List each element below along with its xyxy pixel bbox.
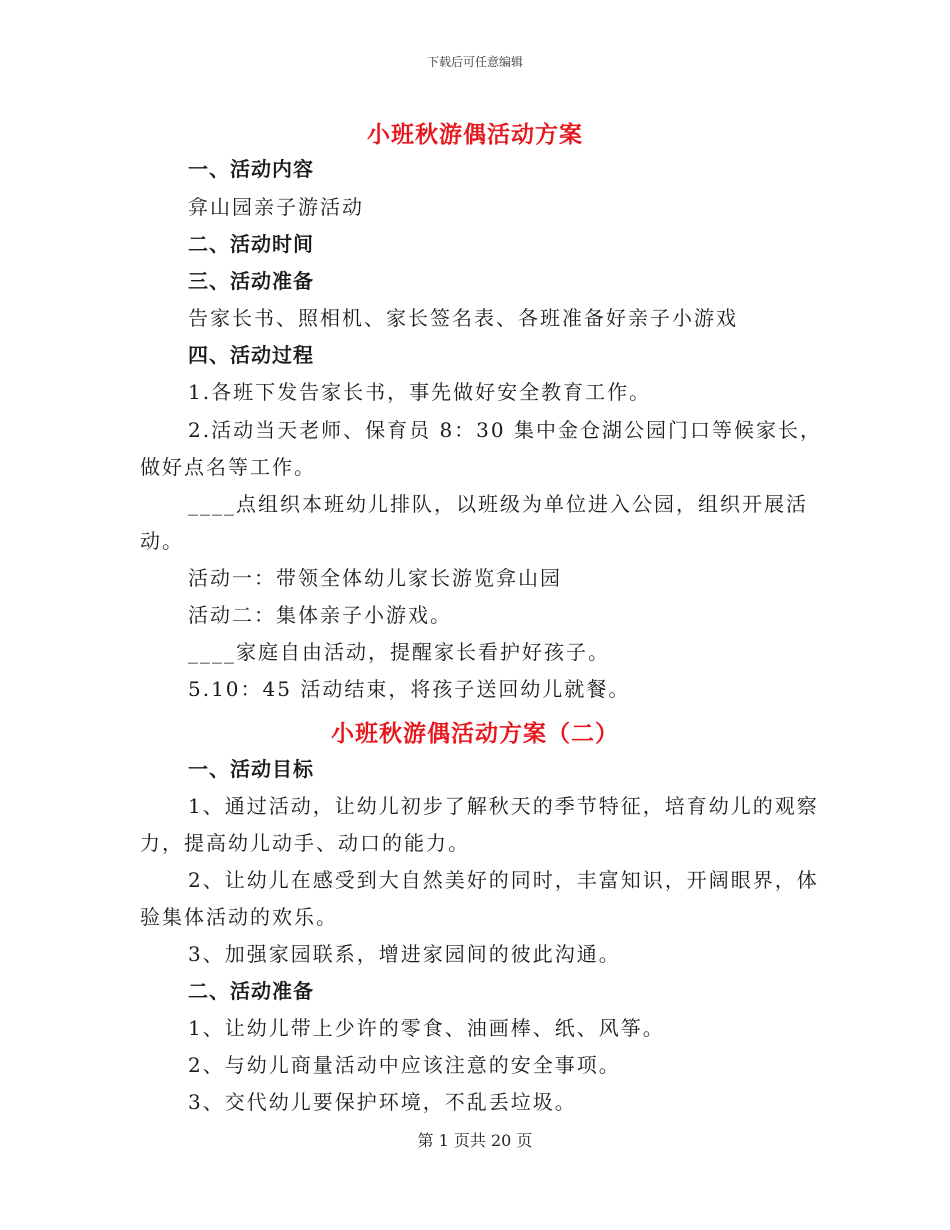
prep-item: 1、让幼儿带上少许的零食、油画棒、纸、风筝。 — [188, 1016, 665, 1040]
section-heading-process: 四、活动过程 — [188, 343, 314, 367]
process-item: ____家庭自由活动，提醒家长看护好孩子。 — [188, 640, 610, 664]
process-item: 5.10：45 活动结束，将孩子送回幼儿就餐。 — [188, 677, 631, 701]
process-item-continued: 动。 — [140, 529, 184, 553]
doc-title-2: 小班秋游偶活动方案（二） — [331, 720, 619, 747]
section-heading-content: 一、活动内容 — [188, 157, 314, 181]
goal-item: 2、让幼儿在感受到大自然美好的同时，丰富知识，开阔眼界，体 — [188, 868, 819, 892]
goal-item-continued: 力，提高幼儿动手、动口的能力。 — [140, 831, 470, 855]
section-heading-time: 二、活动时间 — [188, 232, 314, 256]
activity-item: 活动二：集体亲子小游戏。 — [188, 603, 452, 627]
section-heading-goals: 一、活动目标 — [188, 757, 314, 781]
process-item: 2.活动当天老师、保育员 8：30 集中金仓湖公园门口等候家长， — [188, 418, 822, 442]
section-text-content: 弇山园亲子游活动 — [188, 195, 364, 219]
goal-item: 1、通过活动，让幼儿初步了解秋天的季节特征，培育幼儿的观察 — [188, 794, 819, 818]
process-item: 1.各班下发告家长书，事先做好安全教育工作。 — [188, 380, 652, 404]
section-heading-prep-2: 二、活动准备 — [188, 979, 314, 1003]
section-heading-prep: 三、活动准备 — [188, 269, 314, 293]
process-item-continued: 做好点名等工作。 — [140, 455, 316, 479]
header-note: 下载后可任意编辑 — [426, 55, 523, 69]
section-text-prep: 告家长书、照相机、家长签名表、各班准备好亲子小游戏 — [188, 306, 738, 330]
doc-title: 小班秋游偶活动方案 — [367, 121, 583, 148]
goal-item: 3、加强家园联系，增进家园间的彼此沟通。 — [188, 942, 621, 966]
process-item: ____点组织本班幼儿排队，以班级为单位进入公园，组织开展活 — [188, 492, 808, 516]
prep-item: 2、与幼儿商量活动中应该注意的安全事项。 — [188, 1053, 621, 1077]
page-number: 第 1 页共 20 页 — [417, 1131, 533, 1150]
prep-item: 3、交代幼儿要保护环境，不乱丢垃圾。 — [188, 1090, 577, 1114]
activity-item: 活动一：带领全体幼儿家长游览弇山园 — [188, 566, 562, 590]
goal-item-continued: 验集体活动的欢乐。 — [140, 905, 338, 929]
